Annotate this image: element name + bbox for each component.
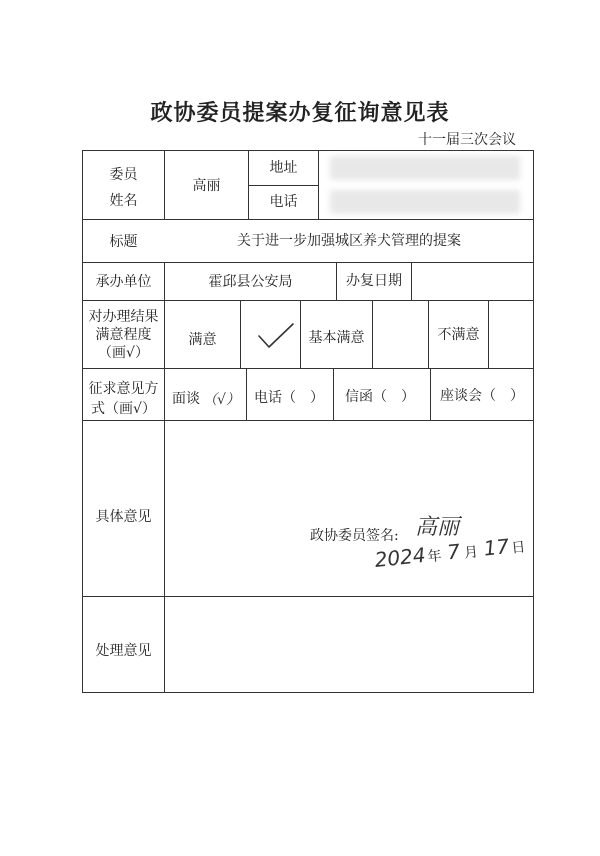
signature-label: 政协委员签名: xyxy=(310,528,399,544)
row-rule xyxy=(82,262,534,263)
row-rule xyxy=(82,420,534,421)
col-rule xyxy=(333,368,334,420)
address-label: 地址 xyxy=(269,160,298,176)
result-label-line2: 满意程度 xyxy=(95,327,152,343)
result-label-line3: （画√） xyxy=(98,345,149,361)
method-label-line1: 征求意见方 xyxy=(88,381,159,397)
row-rule xyxy=(248,185,318,186)
member-name-label-line1: 委员 xyxy=(109,167,138,183)
table-border-right xyxy=(533,150,534,693)
col-rule xyxy=(318,150,319,219)
table-border-top xyxy=(82,150,534,151)
check-mark-icon xyxy=(256,322,296,354)
date-day-unit: 日 xyxy=(510,539,527,557)
table-border-left xyxy=(82,150,83,693)
method-label-line2: 式（画√） xyxy=(91,401,156,417)
option-satisfied: 满意 xyxy=(188,332,217,348)
handling-label: 处理意见 xyxy=(95,643,152,659)
col-rule xyxy=(246,368,247,420)
row-rule xyxy=(82,300,534,301)
col-rule xyxy=(372,300,373,368)
method-meeting: 座谈会（ ） xyxy=(440,388,524,404)
date-month: 7 xyxy=(445,539,462,565)
phone-label: 电话 xyxy=(269,194,298,210)
signature: 高丽 xyxy=(415,515,460,540)
method-face: 面谈 xyxy=(172,391,200,407)
opinion-label: 具体意见 xyxy=(95,509,152,525)
row-rule xyxy=(82,596,534,597)
result-label-line1: 对办理结果 xyxy=(88,309,159,325)
method-phone: 电话（ ） xyxy=(254,390,324,406)
proposal-title: 关于进一步加强城区养犬管理的提案 xyxy=(237,233,461,249)
date-year: 2024 xyxy=(373,542,427,572)
handler-value: 霍邱县公安局 xyxy=(208,274,293,290)
member-name-label-line2: 姓名 xyxy=(109,193,138,209)
col-rule xyxy=(164,262,165,693)
col-rule xyxy=(430,368,431,420)
col-rule xyxy=(240,300,241,368)
title-label: 标题 xyxy=(109,234,138,250)
session-label: 十一届三次会议 xyxy=(418,132,516,148)
date-day: 17 xyxy=(482,534,511,561)
date-year-unit: 年 xyxy=(426,548,443,566)
method-letter: 信函（ ） xyxy=(345,389,415,405)
col-rule xyxy=(488,300,489,368)
method-face-mark: （√） xyxy=(203,392,240,408)
address-value-redacted xyxy=(330,156,520,180)
option-unsatisfied: 不满意 xyxy=(437,327,480,343)
option-basic-satisfied: 基本满意 xyxy=(308,330,365,346)
date-month-unit: 月 xyxy=(463,544,479,562)
member-name-value: 高丽 xyxy=(192,178,221,194)
table-border-bottom xyxy=(82,692,534,693)
phone-value-redacted xyxy=(330,190,520,214)
reply-date-label: 办复日期 xyxy=(346,273,402,289)
row-rule xyxy=(82,368,534,369)
row-rule xyxy=(82,219,534,220)
col-rule xyxy=(411,262,412,300)
handler-label: 承办单位 xyxy=(95,274,152,290)
form-title: 政协委员提案办复征询意见表 xyxy=(150,100,450,126)
